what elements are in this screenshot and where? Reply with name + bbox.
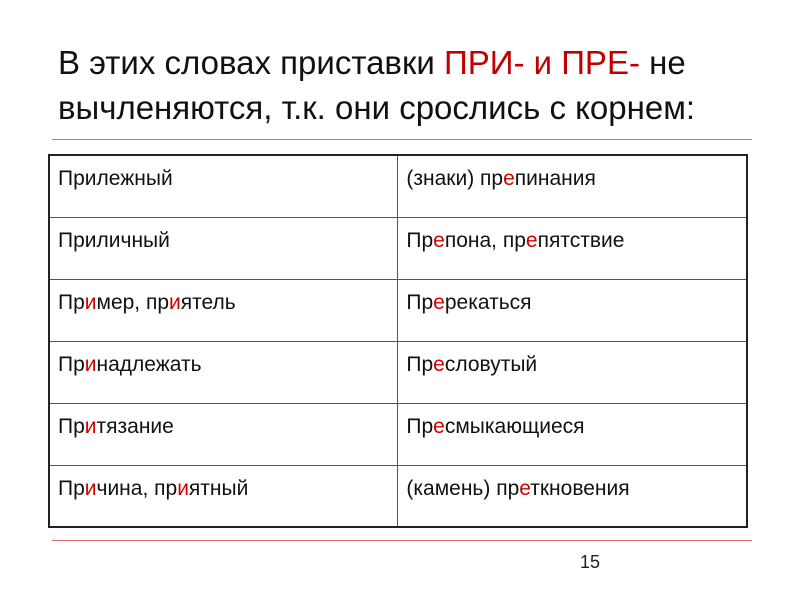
words-table [48, 154, 748, 528]
word-text: При [58, 167, 97, 190]
highlighted-letter: е [433, 228, 445, 252]
word-cell-pre [398, 155, 747, 217]
title-text-start: В этих словах приставки [58, 44, 444, 81]
word-cell-pre [398, 279, 747, 341]
word-cell-pri [49, 403, 398, 465]
title-text-end: не вычленяются, т.к. они срослись с корнем: [58, 44, 696, 126]
word-cell-pri [49, 341, 398, 403]
highlighted-letter: и [84, 290, 97, 314]
word-text: пятствие [537, 228, 625, 252]
word-cell-pre [398, 403, 747, 465]
word-text: Пр [406, 228, 434, 252]
table-row [49, 465, 747, 527]
word-cell-pri [49, 155, 398, 217]
word-cell-pri [49, 279, 398, 341]
table-row [49, 341, 747, 403]
highlighted-letter: и [84, 476, 97, 500]
word-text: ткновения [530, 476, 630, 500]
word-text: Пр [58, 352, 85, 376]
word-text: Пр [58, 290, 85, 314]
slide-title [58, 40, 778, 130]
word-text: надлежать [96, 352, 202, 376]
word-text: и [108, 228, 121, 252]
word-text: (знаки) пр [406, 167, 504, 190]
highlighted-letter: е [433, 414, 445, 438]
table-row [49, 155, 747, 217]
word-text: мер, пр [96, 290, 170, 314]
table-row [49, 403, 747, 465]
highlighted-letter: е [525, 228, 538, 252]
page-number: 15 [580, 552, 601, 572]
word-text: смыкающиеся [444, 414, 585, 438]
word-text: рекаться [444, 290, 532, 314]
word-text: Пр [58, 414, 85, 438]
word-text: ятный [188, 476, 249, 500]
highlighted-letter: и [84, 352, 97, 376]
word-text: лежный [96, 167, 173, 190]
word-cell-pre [398, 465, 747, 527]
word-cell-pre [398, 217, 747, 279]
word-text: (камень) пр [406, 476, 520, 500]
word-cell-pre [398, 341, 747, 403]
highlighted-letter: и [84, 414, 97, 438]
word-text: словутый [444, 352, 538, 376]
title-accent-prefixes: ПРИ- и ПРЕ- [444, 44, 640, 81]
word-text: чина, пр [96, 476, 178, 500]
highlighted-letter: е [433, 290, 445, 314]
word-cell-pri [49, 217, 398, 279]
word-text: ятель [180, 290, 236, 314]
highlighted-letter: е [503, 167, 515, 190]
highlighted-letter: е [519, 476, 531, 500]
word-text: пинания [514, 167, 596, 190]
word-text: тязание [96, 414, 174, 438]
word-text: Пр [58, 476, 85, 500]
word-text: Пр [406, 414, 434, 438]
word-text: Пр [406, 290, 434, 314]
word-text: Пр [406, 352, 434, 376]
word-cell-pri [49, 465, 398, 527]
word-text: Прил [58, 228, 109, 252]
word-text: чный [120, 228, 170, 252]
bottom-divider [52, 540, 752, 541]
word-text: пона, пр [444, 228, 526, 252]
table-row [49, 279, 747, 341]
words-table-body [49, 155, 747, 527]
highlighted-letter: е [433, 352, 445, 376]
top-divider [52, 139, 752, 140]
highlighted-letter: и [177, 476, 189, 500]
table-row [49, 217, 747, 279]
highlighted-letter: и [169, 290, 181, 314]
